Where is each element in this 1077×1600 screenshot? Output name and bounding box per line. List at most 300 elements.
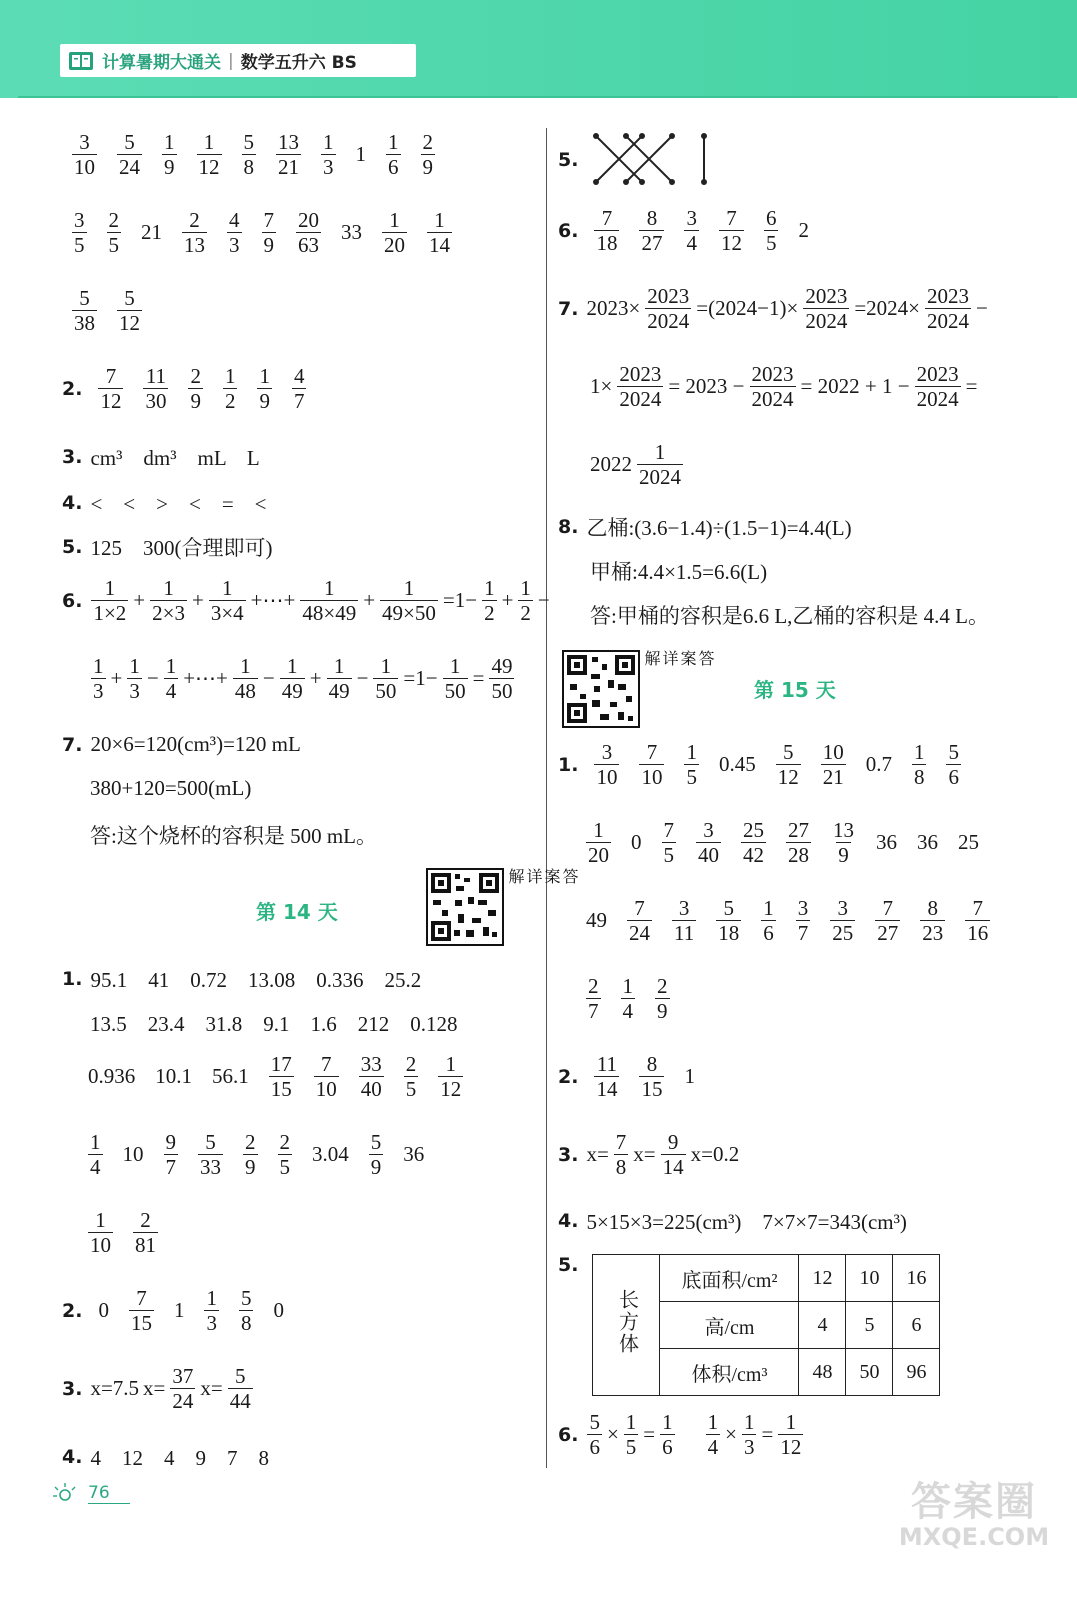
numerator: 1 — [333, 654, 345, 678]
denominator: 63 — [298, 233, 319, 258]
numerator: 1 — [259, 364, 270, 388]
question-4 — [62, 488, 269, 518]
fraction — [716, 896, 741, 945]
fraction — [162, 130, 177, 179]
denominator: 24 — [172, 1389, 194, 1414]
numerator: 1 — [95, 1208, 106, 1232]
numerator: 2 — [140, 1208, 151, 1232]
numerator: 13 — [278, 130, 299, 154]
fraction — [821, 740, 846, 789]
fraction — [778, 1410, 803, 1459]
value: x= — [633, 1142, 656, 1167]
numerator: 1 — [104, 576, 116, 600]
qr-label: 答案详解 — [642, 650, 715, 666]
numerator: 5 — [79, 286, 90, 310]
value: 0 — [273, 1298, 284, 1323]
denominator: 18 — [596, 231, 618, 256]
denominator: 5 — [686, 765, 697, 790]
numerator: 1 — [625, 1410, 637, 1434]
answer-row — [576, 974, 680, 1023]
numerator: 2023 — [619, 362, 662, 386]
fraction — [164, 1130, 179, 1179]
denominator: 5 — [663, 843, 674, 868]
denominator: 8 — [240, 1311, 252, 1336]
d15-question-3 — [558, 1130, 741, 1179]
fraction — [662, 818, 677, 867]
fraction — [639, 740, 664, 789]
d14-question-1 — [62, 964, 423, 994]
numerator: 7 — [136, 1286, 147, 1310]
numerator: 2023 — [751, 362, 794, 386]
numerator: 7 — [105, 364, 117, 388]
fraction — [197, 130, 222, 179]
denominator: 9 — [422, 155, 433, 180]
denominator: 14 — [662, 1155, 684, 1180]
fraction — [276, 130, 301, 179]
numerator: 1 — [129, 654, 140, 678]
numerator: 6 — [765, 206, 777, 230]
question-number: 4. — [62, 1446, 83, 1468]
fraction — [143, 364, 168, 413]
value: +⋯+ — [183, 666, 228, 691]
sun-icon — [52, 1482, 78, 1504]
numerator: 1 — [323, 130, 334, 154]
title-separator: | — [228, 50, 234, 71]
r-question-8-line2 — [588, 556, 769, 586]
denominator: 18 — [718, 921, 740, 946]
numerator: 7 — [615, 1130, 627, 1154]
numerator: 1 — [388, 130, 399, 154]
numerator: 5 — [589, 1410, 600, 1434]
value: 49 — [586, 908, 607, 933]
fraction — [614, 1130, 629, 1179]
denominator: 4 — [165, 679, 177, 704]
denominator: 3 — [206, 1311, 217, 1336]
fraction — [314, 1052, 339, 1101]
value: 1 — [173, 1298, 185, 1323]
question-7-line2 — [88, 776, 253, 801]
fraction — [696, 818, 721, 867]
answer-row — [78, 1052, 473, 1101]
numerator: 2 — [245, 1130, 256, 1154]
numerator: 11 — [596, 1052, 618, 1076]
answer-row — [62, 130, 445, 179]
value: + — [501, 588, 514, 613]
fraction — [719, 206, 744, 255]
fraction — [920, 896, 945, 945]
numerator: 7 — [634, 896, 645, 920]
numerator: 1 — [593, 818, 604, 842]
r-question-7-line3 — [588, 440, 686, 489]
d15-question-2 — [558, 1052, 705, 1101]
denominator: 24 — [119, 155, 140, 180]
fraction — [164, 654, 179, 703]
fraction — [327, 654, 352, 703]
question-number: 4. — [558, 1210, 579, 1232]
numerator: 1 — [286, 654, 298, 678]
value: = — [472, 666, 485, 691]
value: 2023× — [586, 296, 641, 321]
question-number: 3. — [62, 1377, 83, 1400]
question-3 — [62, 442, 262, 472]
numerator: 1 — [662, 1410, 673, 1434]
numerator: 7 — [726, 206, 737, 230]
denominator: 50 — [444, 679, 466, 704]
fraction — [660, 1410, 675, 1459]
fraction — [382, 208, 407, 257]
value: x= — [143, 1376, 166, 1401]
value: 3.04 — [312, 1142, 349, 1167]
numerator: 2 — [405, 1052, 417, 1076]
table-cell: 16 — [893, 1255, 940, 1302]
fraction — [803, 284, 849, 333]
denominator: 81 — [135, 1233, 156, 1258]
denominator: 9 — [263, 233, 274, 258]
fraction — [182, 208, 207, 257]
denominator: 10 — [90, 1233, 111, 1258]
answer-row — [576, 818, 989, 867]
denominator: 7 — [165, 1155, 176, 1180]
denominator: 48 — [234, 679, 256, 704]
qr-label: 答案详解 — [506, 868, 579, 884]
question-number: 1. — [62, 968, 83, 990]
denominator: 4 — [707, 1435, 719, 1460]
denominator: 42 — [743, 843, 764, 868]
numerator: 7 — [972, 896, 983, 920]
numerator: 1 — [445, 1052, 456, 1076]
fraction — [386, 130, 401, 179]
r-question-7-line1 — [558, 284, 990, 333]
numerator: 13 — [833, 818, 854, 842]
value: =2024× — [854, 296, 921, 321]
fraction — [300, 576, 358, 625]
value: − — [976, 296, 988, 321]
fraction — [233, 654, 258, 703]
table-cell: 5 — [846, 1302, 893, 1349]
column-divider — [546, 128, 547, 1468]
denominator: 2024 — [619, 387, 662, 412]
denominator: 3×4 — [210, 601, 244, 626]
numerator: 1 — [763, 896, 774, 920]
denominator: 9 — [370, 1155, 382, 1180]
question-number: 3. — [558, 1143, 579, 1166]
numerator: 2 — [189, 208, 200, 232]
fraction — [117, 286, 142, 335]
numerator: 7 — [663, 818, 674, 842]
denominator: 2 — [520, 601, 531, 626]
header-tab — [60, 44, 416, 77]
question-number: 6. — [558, 1423, 579, 1446]
fraction — [482, 576, 497, 625]
denominator: 9 — [838, 843, 849, 868]
numerator: 1 — [389, 208, 400, 232]
denominator: 33 — [200, 1155, 221, 1180]
denominator: 2024 — [927, 309, 970, 334]
denominator: 6 — [589, 1435, 600, 1460]
numerator: 3 — [797, 896, 809, 920]
fraction — [427, 208, 452, 257]
numerator: 5 — [948, 740, 959, 764]
answer-sequence — [588, 362, 979, 411]
numerator: 2023 — [647, 284, 690, 308]
denominator: 23 — [922, 921, 944, 946]
answer-row — [78, 1130, 434, 1179]
denominator: 6 — [948, 765, 959, 790]
fraction — [438, 1052, 463, 1101]
denominator: 10 — [596, 765, 618, 790]
numerator: 1 — [434, 208, 445, 232]
value: = — [965, 374, 978, 399]
numerator: 2 — [279, 1130, 290, 1154]
fraction — [637, 440, 683, 489]
numerator: 1 — [913, 740, 925, 764]
fraction — [170, 1364, 195, 1413]
value: 36 — [917, 830, 938, 855]
r-question-8-line1 — [558, 512, 854, 542]
numerator: 1 — [222, 576, 233, 600]
denominator: 5 — [74, 233, 85, 258]
value: =1− — [442, 588, 478, 613]
value: + — [309, 666, 322, 691]
fraction — [204, 1286, 219, 1335]
answer-text: 20×6=120(cm³)=120 mL — [90, 732, 301, 756]
fraction — [380, 576, 438, 625]
fraction — [239, 1286, 254, 1335]
fraction — [946, 740, 961, 789]
numerator: 3 — [686, 206, 697, 230]
table-cell: 10 — [846, 1255, 893, 1302]
question-number: 2. — [62, 1299, 83, 1322]
page-number: 76 — [88, 1483, 130, 1504]
fraction — [117, 130, 142, 179]
fraction — [586, 974, 601, 1023]
denominator: 9 — [657, 999, 668, 1024]
book-icon — [68, 50, 94, 72]
denominator: 40 — [698, 843, 719, 868]
answer-sequence — [584, 206, 819, 255]
fraction — [188, 364, 203, 413]
denominator: 25 — [832, 921, 854, 946]
denominator: 12 — [720, 231, 742, 256]
fraction — [672, 896, 696, 945]
numerator: 1 — [686, 740, 697, 764]
fraction — [133, 1208, 158, 1257]
denominator: 49×50 — [382, 601, 436, 626]
numerator: 5 — [782, 740, 794, 764]
denominator: 2024 — [916, 387, 959, 412]
fraction — [965, 896, 990, 945]
fraction — [359, 1052, 384, 1101]
answer-sequence — [584, 1130, 741, 1179]
numerator: 1 — [224, 364, 236, 388]
numerator: 1 — [449, 654, 461, 678]
denominator: 2 — [484, 601, 495, 626]
numerator: 7 — [882, 896, 893, 920]
answer-text: 甲桶:4.4×1.5=6.6(L) — [590, 560, 768, 584]
denominator: 1×2 — [93, 601, 127, 626]
denominator: 7 — [588, 999, 599, 1024]
numerator: 4 — [229, 208, 240, 232]
denominator: 27 — [877, 921, 899, 946]
d15-question-6 — [558, 1410, 806, 1459]
question-7-line3 — [88, 820, 379, 850]
table-row — [593, 1255, 940, 1302]
denominator: 49 — [281, 679, 303, 704]
numerator: 3 — [79, 130, 90, 154]
qr-code-icon[interactable] — [426, 868, 504, 946]
answer-text: 答:甲桶的容积是6.6 L,乙桶的容积是 4.4 L。 — [590, 604, 989, 628]
table-row-label: 体积/cm³ — [660, 1349, 799, 1396]
numerator: 1 — [743, 1410, 755, 1434]
value: 33 — [341, 220, 362, 245]
value: × — [606, 1422, 619, 1447]
denominator: 2024 — [639, 465, 681, 490]
numerator: 9 — [165, 1130, 176, 1154]
answer-row — [62, 208, 462, 257]
answer-text: 95.1 41 0.72 13.08 0.336 25.2 — [90, 968, 422, 992]
fraction — [831, 818, 856, 867]
numerator: 9 — [667, 1130, 679, 1154]
fraction — [776, 740, 801, 789]
value: + — [191, 588, 204, 613]
numerator: 17 — [270, 1052, 292, 1076]
fraction — [742, 1410, 757, 1459]
fraction — [88, 1208, 113, 1257]
d14-question-2 — [62, 1286, 294, 1335]
denominator: 12 — [780, 1435, 802, 1460]
numerator: 20 — [298, 208, 319, 232]
denominator: 7 — [797, 921, 809, 946]
denominator: 10 — [74, 155, 95, 180]
answer-row — [78, 1208, 168, 1257]
denominator: 4 — [90, 1155, 101, 1180]
numerator: 2 — [422, 130, 433, 154]
denominator: 24 — [629, 921, 650, 946]
numerator: 2 — [588, 974, 599, 998]
fraction — [661, 1130, 686, 1179]
denominator: 20 — [588, 843, 609, 868]
fraction — [741, 818, 766, 867]
denominator: 6 — [763, 921, 774, 946]
numerator: 3 — [678, 896, 690, 920]
fraction — [796, 896, 811, 945]
d15-question-5 — [558, 1254, 940, 1396]
denominator: 27 — [641, 231, 663, 256]
numerator: 3 — [703, 818, 714, 842]
value: + — [363, 588, 376, 613]
fraction — [369, 1130, 384, 1179]
denominator: 12 — [100, 389, 122, 414]
question-number: 8. — [558, 516, 579, 538]
value: 25 — [958, 830, 979, 855]
fraction — [373, 654, 398, 703]
fraction — [655, 974, 670, 1023]
qr-code-icon[interactable] — [562, 650, 640, 728]
denominator: 12 — [119, 311, 140, 336]
answer-sequence — [88, 364, 316, 413]
question-number: 4. — [62, 492, 83, 514]
fraction — [72, 286, 97, 335]
question-2 — [62, 364, 316, 413]
question-number: 7. — [62, 733, 83, 756]
answer-sequence — [88, 1286, 294, 1335]
numerator: 11 — [145, 364, 167, 388]
denominator: 15 — [270, 1077, 292, 1102]
day-15-heading: 第 15 天 — [754, 678, 836, 702]
fraction — [98, 364, 123, 413]
question-number: 5. — [62, 536, 83, 558]
d15-question-4 — [558, 1206, 909, 1236]
numerator: 3 — [601, 740, 613, 764]
fraction — [150, 576, 187, 625]
fraction — [72, 130, 97, 179]
value: x= — [200, 1376, 223, 1401]
fraction — [91, 654, 106, 703]
value: − — [356, 666, 369, 691]
fraction — [617, 362, 663, 411]
value: 1 — [684, 1064, 695, 1089]
page-footer — [52, 1482, 130, 1504]
numerator: 7 — [601, 206, 613, 230]
numerator: 1 — [93, 654, 104, 678]
denominator: 9 — [245, 1155, 256, 1180]
numerator: 7 — [646, 740, 658, 764]
fraction — [278, 1130, 293, 1179]
denominator: 2024 — [751, 387, 794, 412]
numerator: 1 — [203, 130, 215, 154]
d15-question-1 — [558, 740, 971, 789]
value: 2 — [798, 218, 809, 243]
denominator: 3 — [129, 679, 140, 704]
question-number: 3. — [62, 446, 83, 468]
table-row-label: 底面积/cm² — [660, 1255, 799, 1302]
numerator: 1 — [240, 654, 251, 678]
denominator: 40 — [360, 1077, 382, 1102]
fraction — [594, 206, 619, 255]
fraction — [404, 1052, 419, 1101]
value: 36 — [876, 830, 897, 855]
fraction — [621, 974, 636, 1023]
numerator: 5 — [370, 1130, 382, 1154]
fraction — [594, 1052, 619, 1101]
fraction — [761, 896, 776, 945]
denominator: 14 — [596, 1077, 618, 1102]
answer-text: 答:这个烧杯的容积是 500 mL。 — [90, 824, 377, 848]
numerator: 7 — [321, 1052, 332, 1076]
denominator: 28 — [788, 843, 809, 868]
d14-question-4 — [62, 1442, 271, 1472]
fraction — [624, 1410, 639, 1459]
numerator: 7 — [263, 208, 274, 232]
answer-sequence — [88, 654, 517, 703]
fraction — [684, 740, 699, 789]
question-number: 5. — [558, 1254, 579, 1276]
numerator: 1 — [622, 974, 633, 998]
denominator: 20 — [384, 233, 405, 258]
denominator: 3 — [743, 1435, 755, 1460]
table-row-label: 高/cm — [660, 1302, 799, 1349]
fraction — [228, 1364, 253, 1413]
question-number: 7. — [558, 297, 579, 320]
denominator: 8 — [615, 1155, 627, 1180]
numerator: 2023 — [805, 284, 848, 308]
fraction — [489, 654, 514, 703]
answer-row — [576, 896, 1000, 945]
fraction — [91, 576, 128, 625]
answer-sequence — [584, 740, 971, 789]
answer-text: 13.5 23.4 31.8 9.1 1.6 212 0.128 — [90, 1012, 458, 1036]
table-cell: 48 — [799, 1349, 846, 1396]
